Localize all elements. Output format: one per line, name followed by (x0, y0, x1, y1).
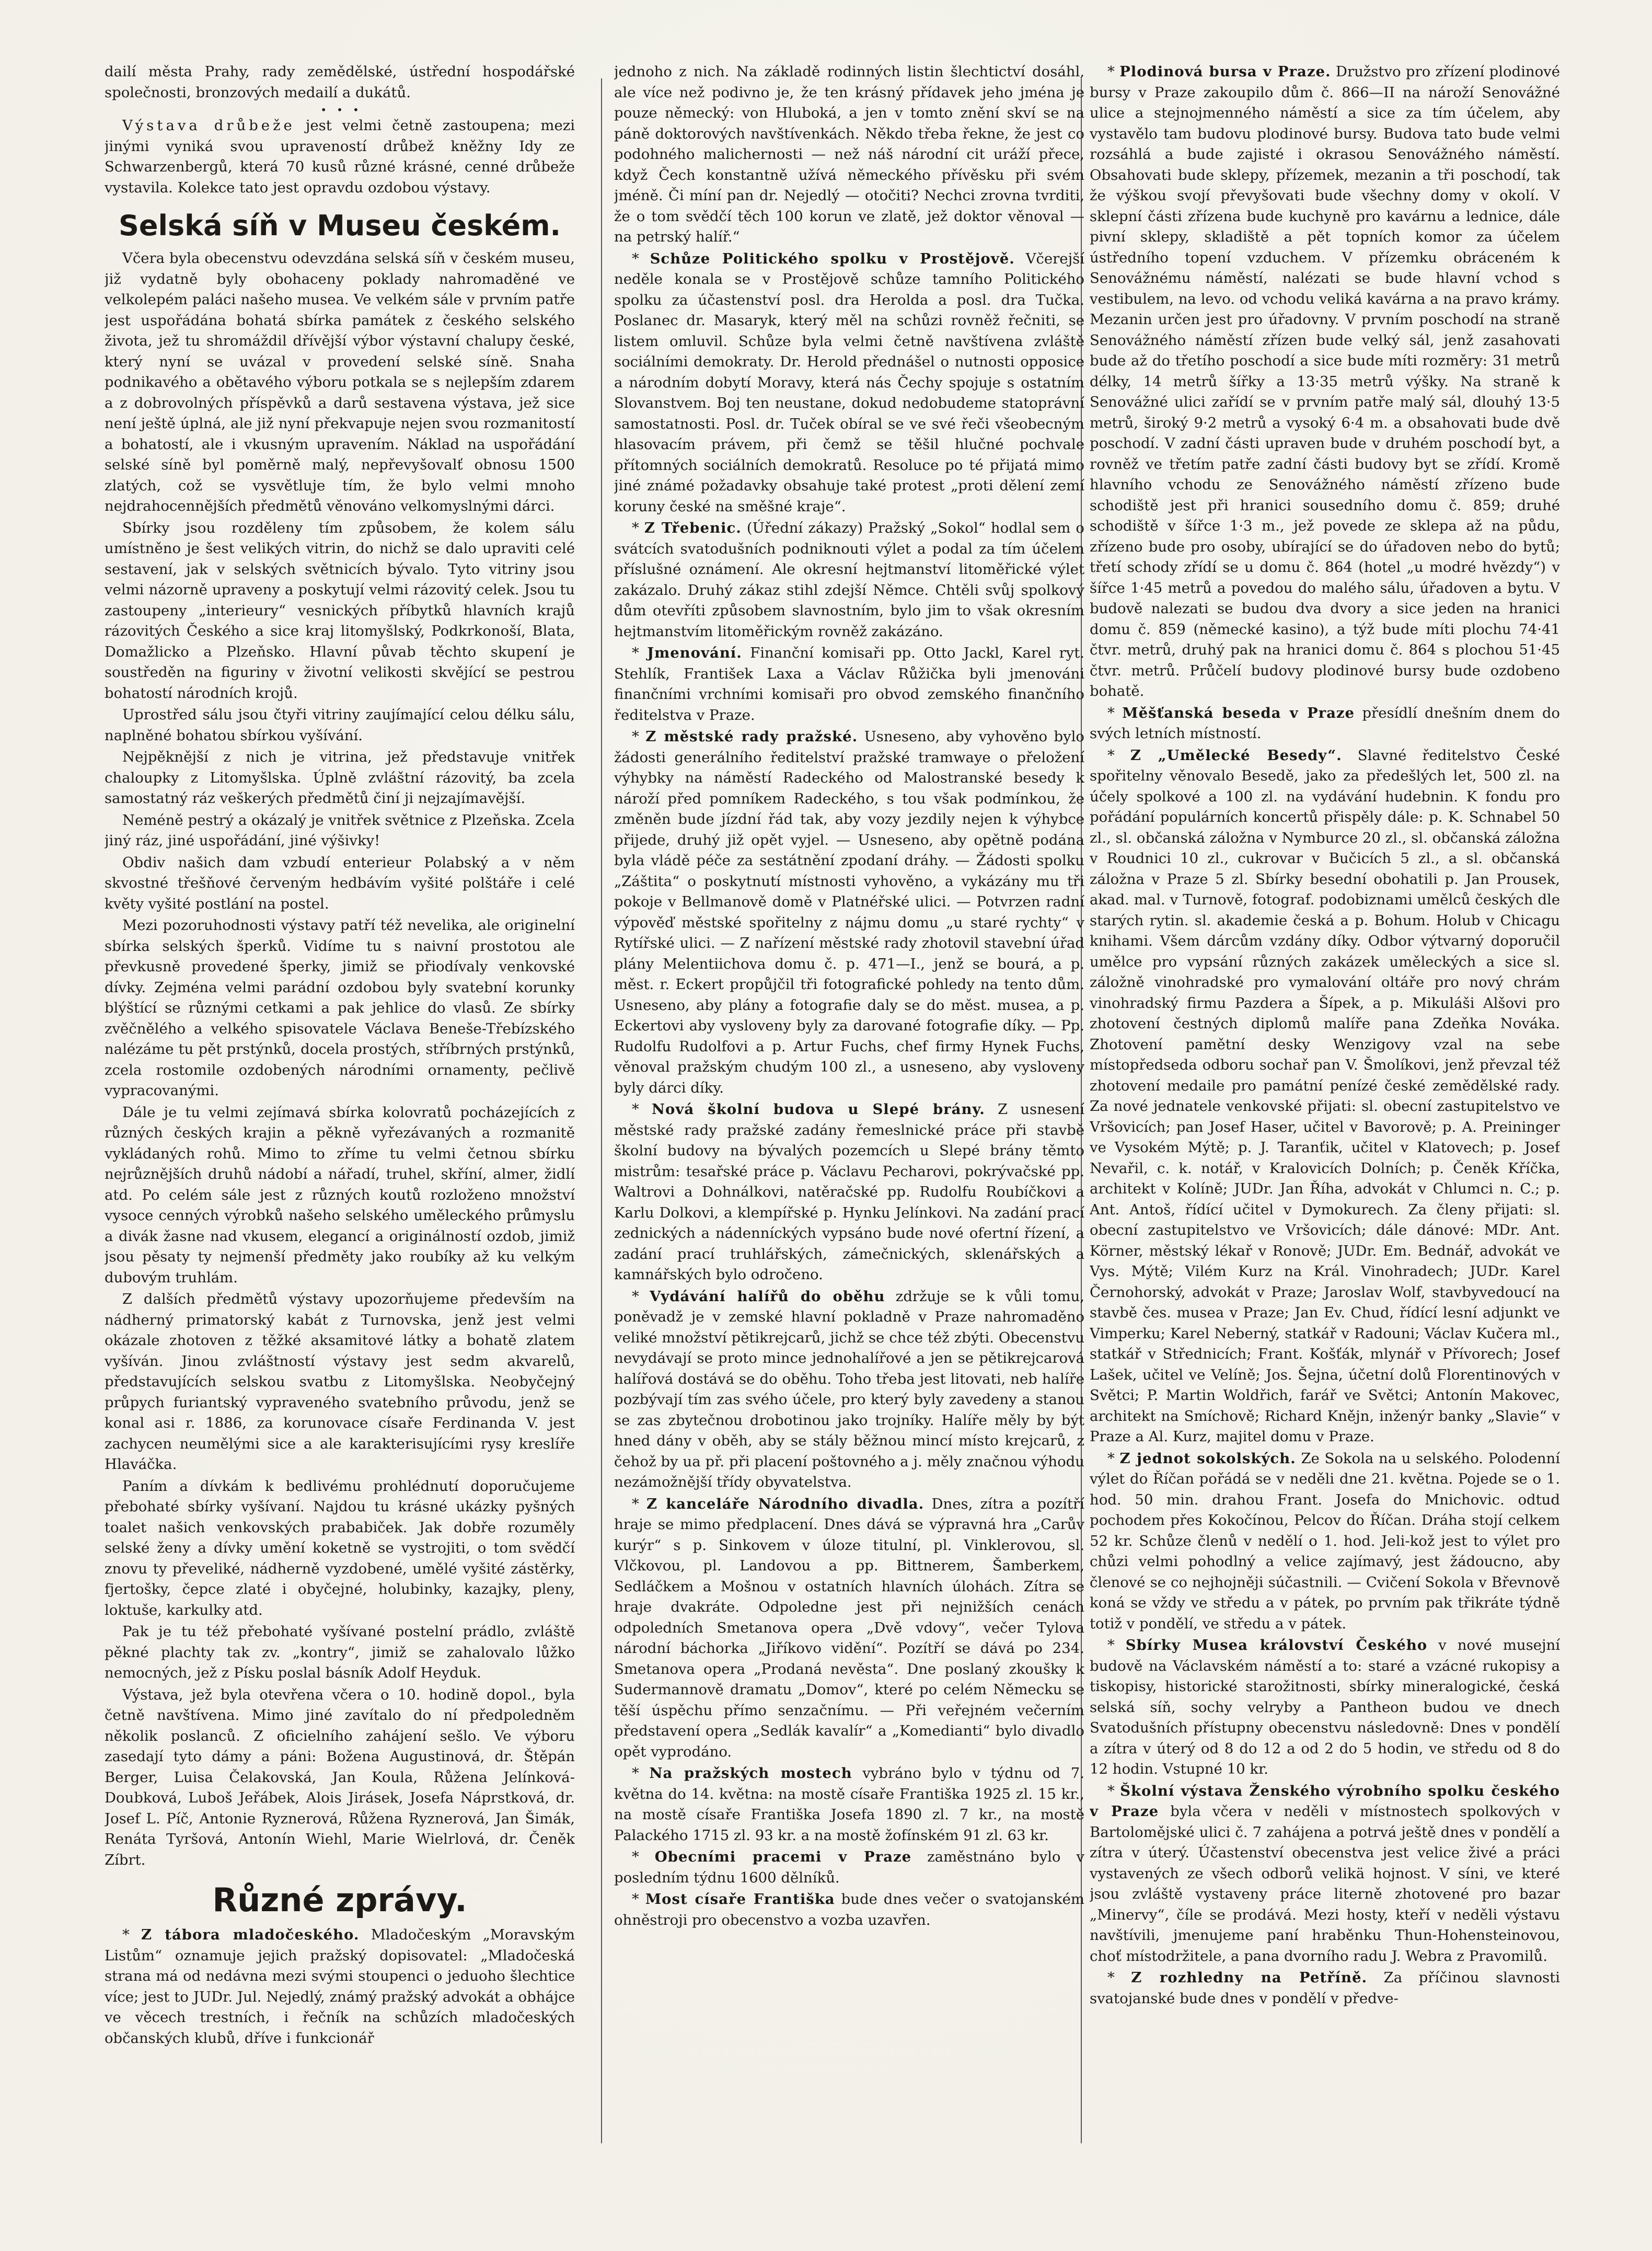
news-item: * Z rozhledny na Petříně. Za příčinou slavnosti svatojanské bude dnes v pondělí v předve- (1090, 1969, 1560, 2007)
article-paragraph: Dále je tu velmi zejímavá sbírka kolovratů pocházejících z různých českých krajin a pěkně vyřezávaných a rozmanitě vykládaných rohů. Mimo to zříme tu velmi četnou sbírku nejrůznějších druhů nádobí a nářadí, truhel, skříní, almer, židlí atd. Po celém sále jest z různých koutů rozloženo množství vysoce cenných výrobků našeho selského uměleckého průmyslu a divák žasne nad vkusem, elegancí a originálností ozdob, jimiž jsou pěsaty ty nejmenší předměty jako roubíky až ku velkým dubovým truhlám. (105, 1104, 575, 1286)
news-text: Finanční komisaři pp. Otto Jackl, Karel ryt. Stehlík, František Laxa a Václav Růžička byli jmenováni finančními vrchními komisaři pro obvod zemského finančního ředitelstva v Praze. (614, 645, 1084, 723)
news-text: Včerejší neděle konala se v Prostějově schůze tamního Politického spolku za účastenství posl. dra Herolda a posl. dra Tučka. Poslanec dr. Masaryk, který měl na schůzi rovněž řečniti, se listem omluvil. Schůze byla velmi četně navštívena zvláště sociálními demokraty. Dr. Herold přednášel o nutnosti opposice a národním dobytí Moravy, která nás Čechy spojuje s ostatním Slovanstvem. Boj ten neustane, dokud nedobudeme statoprávní samostatnosti. Posl. dr. Tuček obíral se ve své řeči všeobecným hlasovacím právem, při čemž se těšil hlučné pochvale přítomných sociálních demokratů. Resoluce po té přijatá mimo jiné známé požadavky obsahuje také protest „proti dělení zemí koruny české na směšné kraje“. (614, 250, 1084, 515)
news-headline: Nová školní budova u Slepé brány. (651, 1101, 985, 1118)
separator: • • • (320, 104, 359, 116)
news-headline: Z Třebenic. (644, 520, 742, 536)
news-text: Ze Sokola na u selského. Polodenní výlet do Říčan pořádá se v neděli dne 21. května. Pojede se o 1. hod. 50 min. drahou Frant. Josefa do Mnichovic. odtud pochodem přes Kokočínou, Pelcov do Říčan. Dráha stojí celkem 52 kr. Schůze členů v nedělí o 1. hod. Jeli-kož jest to výlet pro chůzi velmi pohodlný a velice zajímavý, jest žádoucno, aby členové se co nejhojněji súčastnili. — Cvičení Sokola v Břevnově koná se vždy ve středu a v pátek, po prvním pak třikráte týdně totiž v pondělí, ve středu a v pátek. (1090, 1450, 1560, 1632)
article-paragraph: Pak je tu též přebohaté vyšívané postelní prádlo, zvláště pěkné plachty tak zv. „kontry“, jimiž se zahalovalo lůžko nemocných, jež z Písku poslal básník Adolf Heyduk. (105, 1623, 575, 1681)
news-text: byla včera v neděli v místnostech spolkových v Bartolomějské ulici č. 7 zahájena a potrvá ještě dnes v pondělí a zítra v úterý. Účastenství obecenstva jest velice živé a práci vystavených ze všech odborů velikä hojnost. V síni, ve které jsou zvláště vystaveny práce literně zhotovené pro bazar „Minervy“, číle se prodává. Mezi hosty, kteří v neděli výstavu navštívili, jmenujeme paní hraběnku Thun-Hohensteinovou, choť místodržitele, a pana dvorního radu J. Webra z Pravomilů. (1090, 1803, 1560, 1965)
article-text: jest velmi četně zastoupena; mezi jinými vyniká svou upraveností drůbež kněžny Idy ze Schwarzenbergů, která 70 kusů různé krásné, cenné drůbeže vystavila. Kolekce tato jest opravdu ozdobou výstavy. (105, 117, 575, 196)
news-item: * Obecními pracemi v Praze zaměstnáno bylo v posledním týdnu 1600 dělníků. (614, 1848, 1084, 1886)
news-text: (Úřední zákazy) Pražský „Sokol“ hodlal sem o svátcích svatodušních podniknouti výlet a podal za tím účelem příslušné oznámení. Ale okresní hejtmanství litoměřické výlet zakázalo. Druhý zákaz stihl zdejší Němce. Chtěli svůj spolkový dům otevříti způsobem slavnostním, bylo jim to však okresním hejtmanstvím litoměřickým rovněž zakázáno. (614, 520, 1084, 640)
article-paragraph: Paním a dívkám k bedlivému prohlédnutí doporučujeme přebohaté sbírky vyšívaní. Najdou tu krásné ukázky pyšných toalet našich venkovských prababiček. Jak dobře rozuměly selské ženy a dívky umění koketně se vystrojiti, o tom svědčí znovu ty převeliké, nádherně vyzdobené, umělé vyšité zástěrky, fjertošky, čepce zlaté i obyčejné, holubinky, kazajky, pleny, loktuše, karkulky atd. (105, 1477, 575, 1618)
news-item: * Z městské rady pražské. Usneseno, aby vyhověno bylo žádosti generálního ředitelství pražské tramwaye o přeložení výhybky na náměstí Radeckého od Malostranské besedy k nároží před pomníkem Radeckého, s tou však podmínkou, že změněn bude jízdní řád tak, aby vozy jezdily nejen k výhybce přijede, druhý již opět vyjel. — Usneseno, aby opětně podána byla vládě péče za sestátnění zpodaní dráhy. — Žádosti spolku „Záštita“ o poskytnutí místnosti vyhověno, a vykázány mu tři pokoje v Bellmanově domě v Platnéřské ulici. — Potvrzen radní výpověď městské spořitelny z nájmu domu „u staré rychty“ v Rytířské ulici. — Z nařízení městské rady zhotovil stavební úřad plány Melentiichova domu č. p. 471—I., jenž se bourá, a p. měst. r. Eckert propůjčil tři fotografické pohledy na tento dům. Usneseno, aby plány a fotografie daly se do měst. musea, a p. Eckertovi aby vysloveny byly za darované fotografie díky. — Pp. Rudolfu Rudolfovi a p. Artur Fuchs, chef firmy Hynek Fuchs, věnoval pražským chudým 100 zl., a usneseno, aby vysloveny byly dárci díky. (614, 728, 1084, 1096)
news-item: * Schůze Politického spolku v Prostějově. Včerejší neděle konala se v Prostějově schůze tamního Politického spolku za účastenství posl. dra Herolda a posl. dra Tučka. Poslanec dr. Masaryk, který měl na schůzi rovněž řečniti, se listem omluvil. Schůze byla velmi četně navštívena zvláště sociálními demokraty. Dr. Herold přednášel o nutnosti opposice a národním dobytí Moravy, která nás Čechy spojuje s ostatním Slovanstvem. Boj ten neustane, dokud nedobudeme statoprávní samostatnosti. Posl. dr. Tuček obíral se ve své řeči všeobecným hlasovacím právem, při čemž se těšil hlučné pochvale přítomných sociálních demokratů. Resoluce po té přijatá mimo jiné známé požadavky obsahuje také protest „proti dělení zemí koruny české na směšné kraje“. (614, 250, 1084, 515)
article-continuation: dailí města Prahy, rady zemědělské, ústřední hospodářské společnosti, bronzových medailí a dukátů. (105, 63, 575, 101)
article-paragraph: Nejpěknější z nich je vitrina, jež představuje vnitřek chaloupky z Litomyšlska. Úplně zvláštní rázovitý, ba zcela samostatný ráz veškerých předmětů činí ji nejzajímavější. (105, 749, 575, 807)
lead-phrase: Výstava drůbeže (122, 117, 295, 134)
news-text: Z usnesení městské rady pražské zadány řemeslnické práce při stavbě školní budovy na bývalých pozemcích u Slepé brány těmto mistrům: tesařské práce p. Václavu Pecharovi, pokrývačské pp. Waltrovi a Dohnálkovi, natěračské pp. Rudolfu Roubíčkovi a Karlu Dolkovi, a klempířské p. Hynku Jelínkovi. Na zadání prací zednických a nádenníckých vypsáno bude nové ofertní řízení, a zadání prací truhlářských, zámečnických, sklenářských a kamnářských bylo odročeno. (614, 1101, 1084, 1283)
news-headline: Sbírky Musea království Českého (1125, 1637, 1428, 1653)
article-paragraph: Včera byla obecenstvu odevzdána selská síň v českém museu, již vydatně byly obohaceny poklady nahromaděné ve velkolepém paláci našeho musea. Ve velkém sále v prvním patře jest uspořádána bohatá sbírka památek z českého selského života, jež tu shromáždil dřívější výbor výstavní chalupy české, který nyní se uvázal v provedení selské síně. Snaha podnikavého a obětavého výboru potkala se s nejlepším zdarem a z dobrovolných příspěvků a darů sestavena výstava, jež sice není ještě úplná, ale již nyní překvapuje nejen svou rozmanitostí a bohatostí, ale i vkusným upravením. Náklad na uspořádání selské síně byl poměrně malý, nepřevyšovalť obnosu 1500 zlatých, což se vysvětluje tím, že bylo velmi mnoho nejdrahocennějších předmětů věnováno velkomyslnými dárci. (105, 250, 575, 514)
news-headline: Školní výstava Ženského výrobního spolku českého v Praze (1090, 1782, 1560, 1820)
news-text: Mladočeským „Moravským Listům“ oznamuje jejich pražský dopisovatel: „Mladočeská strana má od nedávna mezi svými stoupenci o jeduoho šlechtice více; jest to JUDr. Jul. Nejedlý, známý pražský advokát a obhájce ve věcech trestních, i řečník na schůzích mladočeských občanských klubů, dříve i funkcionář (105, 1926, 575, 2047)
news-item: * Měšťanská beseda v Praze přesídlí dnešním dnem do svých letních místností. (1090, 704, 1560, 742)
news-text: Usneseno, aby vyhověno bylo žádosti generálního ředitelství pražské tramwaye o přeložení výhybky na náměstí Radeckého od Malostranské besedy k nároží před pomníkem Radeckého, s tou však podmínkou, že změněn bude jízdní řád tak, aby vozy jezdily nejen k výhybce přijede, druhý již opět vyjel. — Usneseno, aby opětně podána byla vládě péče za sestátnění zpodaní dráhy. — Žádosti spolku „Záštita“ o poskytnutí místnosti vyhověno, a vykázány mu tři pokoje v Bellmanově domě v Platnéřské ulici. — Potvrzen radní výpověď městské spořitelny z nájmu domu „u staré rychty“ v Rytířské ulici. — Z nařízení městské rady zhotovil stavební úřad plány Melentiichova domu č. p. 471—I., jenž se bourá, a p. měst. r. Eckert propůjčil tři fotografické pohledy na tento dům. Usneseno, aby plány a fotografie daly se do měst. musea, a p. Eckertovi aby vysloveny byly za darované fotografie díky. — Pp. Rudolfu Rudolfovi a p. Artur Fuchs, chef firmy Hynek Fuchs, věnoval pražským chudým 100 zl., a usneseno, aby vysloveny byly dárci díky. (614, 728, 1084, 1096)
news-item: * Sbírky Musea království Českého v nové musejní budově na Václavském náměstí a to: staré a vzácné rukopisy a tiskopisy, historické starožitnosti, sbírky mineralogické, česká selská síň, sochy velryby a Pantheon budou ve dnech Svatodušních přístupny obecenstvu následovně: Dnes v pondělí a zítra v úterý od 8 do 12 a od 2 do 5 hodin, ve středu od 8 do 12 hodin. Vstupné 10 kr. (1090, 1637, 1560, 1777)
news-headline: Z tábora mladočeského. (141, 1926, 360, 1943)
news-headline: Z kanceláře Národního divadla. (646, 1495, 925, 1512)
news-headline: Z jednot sokolských. (1119, 1450, 1296, 1467)
news-item: * Plodinová bursa v Praze. Družstvo pro zřízení plodinové bursy v Praze zakoupilo dům č. 866—II na nároží Senovážné ulice a stejnojmenného náměstí a sice za tím účelem, aby vystavělo tam budovu plodinové bursy. Budova tato bude velmi rozsáhlá a bude zajisté i okrasou Senovážného náměstí. Obsahovati bude sklepy, přízemek, mezanin a tři poschodí, tak že výškou svojí převyšovati bude všechny domy v okolí. V sklepní části zřízena bude kuchyně pro kavárnu a lednice, dále pivní sklepy, skladiště a pět topních komor za účelem ústředního topení vzduchem. V přízemku obráceném k Senovážnému náměstí, nalézati se bude hlavní vchod s vestibulem, na levo. od vchodu veliká kavárna a na pravo krámy. Mezanin určen jest pro úřadovny. V prvním poschodí na straně Senovážného náměstí zřízen bude velký sál, jenž zasahovati bude až do třetího poschodí a sice bude míti rozměry: 31 metrů délky, 14 metrů šířky a 13·35 metrů výšky. Na straně k Senovážné ulici zařídí se v prvním patře malý sál, dlouhý 13·5 metrů, široký 9·2 metrů a vysoký 6·4 m. a obsahovati bude dvě poschodí. V zadní části upraven bude v druhém poschodí byt, a rovněž ve třetím patře zadní části budovy byt se zřídí. Kromě hlavního vchodu ze Senovážného náměstí zřízeno bude schodiště jest při hranici sousedního domu č. 859; druhé schodiště v šířce 1·3 m., jež povede ze sklepa až na půdu, zřízeno bude pro osoby, ubírající se do úřadoven nebo do bytů; třetí schody zřídí se u domu č. 864 (hotel „u modré hvězdy“) v šířce 1·45 metrů a povedou do malého sálu, úřadoven a bytu. V budově nalezati se budou dva dvory a sice jeden na hranici domu č. 859 (německé kasino), a týž bude míti plochu 74·41 čtvr. metrů, druhý pak na hranici domu č. 864 s plochou 51·45 čtvr. metrů. Průčelí budovy plodinové bursy bude ozdobeno bohatě. (1090, 63, 1560, 699)
news-text: v nové musejní budově na Václavském náměstí a to: staré a vzácné rukopisy a tiskopisy, historické starožitnosti, sbírky mineralogické, česká selská síň, sochy velryby a Pantheon budou ve dnech Svatodušních přístupny obecenstvu následovně: Dnes v pondělí a zítra v úterý od 8 do 12 a od 2 do 5 hodin, ve středu od 8 do 12 hodin. Vstupné 10 kr. (1090, 1637, 1560, 1777)
article-paragraph: Uprostřed sálu jsou čtyři vitriny zaujímající celou délku sálu, naplněné bohatou sbírkou vyšívání. (105, 706, 575, 744)
news-headline: Vydávání halířů do oběhu (650, 1288, 885, 1305)
news-headline: Schůze Politického spolku v Prostějově. (650, 250, 1015, 267)
news-item: * Nová školní budova u Slepé brány. Z usnesení městské rady pražské zadány řemeslnické práce při stavbě školní budovy na bývalých pozemcích u Slepé brány těmto mistrům: tesařské práce p. Václavu Pecharovi, pokrývačské pp. Waltrovi a Dohnálkovi, natěračské pp. Rudolfu Roubíčkovi a Karlu Dolkovi, a klempířské p. Hynku Jelínkovi. Na zadání prací zednických a nádenníckých vypsáno bude nové ofertní řízení, a zadání prací truhlářských, zámečnických, sklenářských a kamnářských bylo odročeno. (614, 1101, 1084, 1283)
news-item: * Jmenování. Finanční komisaři pp. Otto Jackl, Karel ryt. Stehlík, František Laxa a Václav Růžička byli jmenováni finančními vrchními komisaři pro obvod zemského finančního ředitelstva v Praze. (614, 645, 1084, 723)
news-item: * Školní výstava Ženského výrobního spolku českého v Praze byla včera v neděli v místnostech spolkových v Bartolomějské ulici č. 7 zahájena a potrvá ještě dnes v pondělí a zítra v úterý. Účastenství obecenstva jest velice živé a práci vystavených ze všech odborů velikä hojnost. V síni, ve které jsou zvláště vystaveny práce literně zhotovené pro bazar „Minervy“, číle se prodává. Mezi hosty, kteří v neděli výstavu navštívili, jmenujeme paní hraběnku Thun-Hohensteinovou, choť místodržitele, a pana dvorního radu J. Webra z Pravomilů. (1090, 1782, 1560, 1965)
news-item: * Z jednot sokolských. Ze Sokola na u selského. Polodenní výlet do Říčan pořádá se v neděli dne 21. května. Pojede se o 1. hod. 50 min. drahou Frant. Josefa do Mnichovic. odtud pochodem přes Kokočínou, Pelcov do Říčan. Dráha stojí celkem 52 kr. Schůze členů v nedělí o 1. hod. Jeli-kož jest to výlet pro chůzi velmi pohodlný a velice zajímavý, jest žádoucno, aby členové se co nejhojněji súčastnili. — Cvičení Sokola v Břevnově koná se vždy ve středu a v pátek, po prvním pak třikráte týdně totiž v pondělí, ve středu a v pátek. (1090, 1450, 1560, 1632)
news-item: * Z tábora mladočeského. Mladočeským „Moravským Listům“ oznamuje jejich pražský dopisovatel: „Mladočeská strana má od nedávna mezi svými stoupenci o jeduoho šlechtice více; jest to JUDr. Jul. Nejedlý, známý pražský advokát a obhájce ve věcech trestních, i řečník na schůzích mladočeských občanských klubů, dříve i funkcionář (105, 1926, 575, 2047)
news-headline: Z „Umělecké Besedy“. (1130, 746, 1342, 764)
news-headline: Měšťanská beseda v Praze (1122, 704, 1355, 721)
news-headline: Obecními pracemi v Praze (654, 1848, 912, 1865)
news-text: Slavné ředitelstvo České spořitelny věnovalo Besedě, jako za předešlých let, 500 zl. na účely spolkové a 100 zl. na vydávání hudebnin. K fondu pro pořádání populárních koncertů přispěly dále: p. K. Schnabel 50 zl., sl. občanská záložna v Nymburce 20 zl., sl. občanská záložna v Roudnici 10 zl., cukrovar v Bučicích 5 zl., a sl. občanská záložna v Praze 5 zl. Sbírky besední obohatili p. Jan Prousek, akad. mal. v Turnově, fotograf. podobiznami umělců českých dle starých rytin. sl. akademie česká a p. Bohum. Holub v Chicagu knihami. Všem dárcům vzdány díky. Odbor výtvarný doporučil umělce pro vypsání různých zakázek uměleckých a sice sl. záložně vinohradské pro vymalování oltáře pro nový chrám vinohradský firmu Pazdera a Šípek, a p. Mikuláši Alšovi pro zhotovení čestných diplomů malíře pana Zdeňka Nováka. Zhotovení pamětní desky Wenzigovy vzal na sebe místopředseda odboru sochař pan V. Šmolíkovi, jenž převzal též zhotovení medaile pro památní penízé české zemědělské rady. Za nové jednatele venkovské přijati: sl. obecní zastupitelstvo ve Vršovicích; pan Josef Haser, učitel v Bavorově; p. A. Preininger ve Vysokém Mýtě; p. J. Taranťik, učitel v Klatovech; p. Josef Nevařil, c. k. notář, v Kralovicích Dolních; p. Čeněk Kříčka, architekt v Kolíně; JUDr. Jan Říha, advokát v Chlumci n. C.; p. Ant. Antoš, řídící učitel v Dymokurech. Za členy přijati: sl. obecní zastupitelstvo ve Vršovicích; dále dánové: MDr. Ant. Körner, městský lékař v Ronově; JUDr. Em. Bednář, advokát ve Vys. Mýtě; Vilém Kurz na Král. Vinohradech; JUDr. Karel Černohorský, advokát v Praze; Jaroslav Wolf, stavbyvedoucí na stavbě čes. musea v Praze; Jan Ev. Chud, řídící lesní adjunkt ve Vimperku; Karel Neberný, statkář v Radouni; Václav Kučera ml., statkář v Střednicích; Frant. Košťák, mlynář v Přívorech; Josef Lašek, učitel ve Velíně; Jos. Šejna, účetní dolů Florentinových v Světci; P. Martin Woldřich, farář ve Světci; Antonín Makovec, architekt na Smíchově; Richard Knějn, inženýr banky „Slavie“ v Praze a Al. Kurz, majitel domu v Praze. (1090, 746, 1560, 1445)
article-paragraph: Výstava, jež byla otevřena včera o 10. hodině dopol., byla četně navštívena. Mimo jiné zavítalo do ní předpoledněm několik poslanců. Z oficielního zahájení sešlo. Ve výboru zasedají tyto dámy a páni: Božena Augustinová, dr. Štěpán Berger, Luisa Čelakovská, Jan Koula, Růžena Jelínková-Doubková, Luboš Jeřábek, Alois Jirásek, Josefa Náprstková, dr. Josef L. Píč, Antonie Ryznerová, Růžena Ryznerová, Jan Šimák, Renáta Tyršová, Antonín Wiehl, Marie Wielrlová, dr. Čeněk Zíbrt. (105, 1686, 575, 1868)
news-headline: Z městské rady pražské. (645, 728, 858, 745)
article-paragraph: Mezi pozoruhodnosti výstavy patří též nevelika, ale originelní sbírka selských šperků. Vidíme tu s naivní prostotou ale převkusně provedené šperky, jimiž se přiodívaly venkovské dívky. Zejména velmi parádní ozdobou byly svatební korunky blýštící se různými cetkami a pak jehlice do vlasů. Ze sbírky zvěčnělého a velkého spisovatele Václava Beneše-Třebízského nalézáme tu pět prstýnků, docela prostých, stříbrných prstýnků, zcela rostomile ozdobených národními ornamenty, pečlivě vypracovanými. (105, 917, 575, 1099)
column-right (1090, 62, 1560, 2215)
news-text: Dnes, zítra a pozítří hraje se mimo předplacení. Dnes dává se výpravná hra „Carův kurýr“ s p. Sinkovem v úloze titulní, pl. Vinklerovou, sl. Vlčkovou, pl. Landovou a pp. Bittnerem, Šamberkem, Sedláčkem a Mošnou v ostatních hlavních úlohách. Zítra se hraje dvakráte. Odpoledne jest při nejnižších cenách odpoledních Smetanova opera „Dvě vdovy“, večer Tylova národní báchorka „Jiříkovo vidění“. Pozítří se dává po 234. Smetanova opera „Prodaná nevěsta“. Dne poslaný zkoušky k Sudermannově dramatu „Domov“, které po celém Německu se těší úspěchu přímo senzačnímu. — Při veřejném večerním představení opera „Sedlák kavalír“ a „Komedianti“ bylo divadlo opět vyprodáno. (614, 1495, 1084, 1760)
news-text: zaměstnáno bylo v posledním týdnu 1600 dělníků. (614, 1848, 1084, 1886)
news-item: * Z Třebenic. (Úřední zákazy) Pražský „Sokol“ hodlal sem o svátcích svatodušních podniknouti výlet a podal za tím účelem příslušné oznámení. Ale okresní hejtmanství litoměřické výlet zakázalo. Druhý zákaz stihl zdejší Němce. Chtěli svůj spolkový dům otevříti způsobem slavnostním, bylo jim to však okresním hejtmanstvím litoměřickým rovněž zakázáno. (614, 520, 1084, 640)
article-paragraph: Obdiv našich dam vzbudí enterieur Polabský a v něm skvostné třešňové červeným hedbávím vyšité polštáře i celé květy vyšité postlání na postel. (105, 854, 575, 912)
news-text: Za příčinou slavnosti svatojanské bude dnes v pondělí v předve- (1090, 1969, 1560, 2007)
column-middle (614, 62, 1084, 2215)
news-text: Družstvo pro zřízení plodinové bursy v Praze zakoupilo dům č. 866—II na nároží Senovážné ulice a stejnojmenného náměstí a sice za tím účelem, aby vystavělo tam budovu plodinové bursy. Budova tato bude velmi rozsáhlá a bude zajisté i okrasou Senovážného náměstí. Obsahovati bude sklepy, přízemek, mezanin a tři poschodí, tak že výškou svojí převyšovati bude všechny domy v okolí. V sklepní části zřízena bude kuchyně pro kavárnu a lednice, dále pivní sklepy, skladiště a pět topních komor za účelem ústředního topení vzduchem. V přízemku obráceném k Senovážnému náměstí, nalézati se bude hlavní vchod s vestibulem, na levo. od vchodu veliká kavárna a na pravo krámy. Mezanin určen jest pro úřadovny. V prvním poschodí na straně Senovážného náměstí zřízen bude velký sál, jenž zasahovati bude až do třetího poschodí a sice bude míti rozměry: 31 metrů délky, 14 metrů šířky a 13·35 metrů výšky. Na straně k Senovážné ulici zařídí se v prvním patře malý sál, dlouhý 13·5 metrů, široký 9·2 metrů a vysoký 6·4 m. a obsahovati bude dvě poschodí. V zadní části upraven bude v druhém poschodí byt, a rovněž ve třetím patře zadní části budovy byt se zřídí. Kromě hlavního vchodu ze Senovážného náměstí zřízeno bude schodiště jest při hranici sousedního domu č. 859; druhé schodiště v šířce 1·3 m., jež povede ze sklepa až na půdu, zřízeno bude pro osoby, ubírající se do úřadoven nebo do bytů; třetí schody zřídí se u domu č. 864 (hotel „u modré hvězdy“) v šířce 1·45 metrů a povedou do malého sálu, úřadoven a bytu. V budově nalezati se budou dva dvory a sice jeden na hranici domu č. 859 (německé kasino), a týž bude míti plochu 74·41 čtvr. metrů, druhý pak na hranici domu č. 864 s plochou 51·45 čtvr. metrů. Průčelí budovy plodinové bursy bude ozdobeno bohatě. (1090, 63, 1560, 699)
news-item: * Most císaře Františka bude dnes večer o svatojanském ohněstroji pro obecenstvo a vozba uzavřen. (614, 1891, 1084, 1928)
news-text: bude dnes večer o svatojanském ohněstroji pro obecenstvo a vozba uzavřen. (614, 1891, 1084, 1928)
news-headline: Plodinová bursa v Praze. (1119, 63, 1331, 80)
news-headline: Z rozhledny na Petříně. (1131, 1969, 1368, 1986)
news-item: * Z „Umělecké Besedy“. Slavné ředitelstvo České spořitelny věnovalo Besedě, jako za předešlých let, 500 zl. na účely spolkové a 100 zl. na vydávání hudebnin. K fondu pro pořádání populárních koncertů přispěly dále: p. K. Schnabel 50 zl., sl. občanská záložna v Nymburce 20 zl., sl. občanská záložna v Roudnici 10 zl., cukrovar v Bučicích 5 zl., a sl. občanská záložna v Praze 5 zl. Sbírky besední obohatili p. Jan Prousek, akad. mal. v Turnově, fotograf. podobiznami umělců českých dle starých rytin. sl. akademie česká a p. Bohum. Holub v Chicagu knihami. Všem dárcům vzdány díky. Odbor výtvarný doporučil umělce pro vypsání různých zakázek uměleckých a sice sl. záložně vinohradské pro vymalování oltáře pro nový chrám vinohradský firmu Pazdera a Šípek, a p. Mikuláši Alšovi pro zhotovení čestných diplomů malíře pana Zdeňka Nováka. Zhotovení pamětní desky Wenzigovy vzal na sebe místopředseda odboru sochař pan V. Šmolíkovi, jenž převzal též zhotovení medaile pro památní penízé české zemědělské rady. Za nové jednatele venkovské přijati: sl. obecní zastupitelstvo ve Vršovicích; pan Josef Haser, učitel v Bavorově; p. A. Preininger ve Vysokém Mýtě; p. J. Taranťik, učitel v Klatovech; p. Josef Nevařil, c. k. notář, v Kralovicích Dolních; p. Čeněk Kříčka, architekt v Kolíně; JUDr. Jan Říha, advokát v Chlumci n. C.; p. Ant. Antoš, řídící učitel v Dymokurech. Za členy přijati: sl. obecní zastupitelstvo ve Vršovicích; dále dánové: MDr. Ant. Körner, městský lékař v Ronově; JUDr. Em. Bednář, advokát ve Vys. Mýtě; Vilém Kurz na Král. Vinohradech; JUDr. Karel Černohorský, advokát v Praze; Jaroslav Wolf, stavbyvedoucí na stavbě čes. musea v Praze; Jan Ev. Chud, řídící lesní adjunkt ve Vimperku; Karel Neberný, statkář v Radouni; Václav Kučera ml., statkář v Střednicích; Frant. Košťák, mlynář v Přívorech; Josef Lašek, učitel ve Velíně; Jos. Šejna, účetní dolů Florentinových v Světci; P. Martin Woldřich, farář ve Světci; Antonín Makovec, architekt na Smíchově; Richard Knějn, inženýr banky „Slavie“ v Praze a Al. Kurz, majitel domu v Praze. (1090, 746, 1560, 1445)
news-item: * Na pražských mostech vybráno bylo v týdnu od 7. května do 14. května: na mostě císaře Františka 1925 zl. 15 kr., na mostě císaře Františka Josefa 1890 zl. 7 kr., na mostě Palackého 1715 zl. 93 kr. a na mostě žofínském 91 zl. 63 kr. (614, 1765, 1084, 1844)
article-paragraph: Neméně pestrý a okázalý je vnitřek světnice z Plzeňska. Zcela jiný ráz, jiné uspořádání, jiné výšivky! (105, 811, 575, 849)
news-item: * Z kanceláře Národního divadla. Dnes, zítra a pozítří hraje se mimo předplacení. Dnes dává se výpravná hra „Carův kurýr“ s p. Sinkovem v úloze titulní, pl. Vinklerovou, sl. Vlčkovou, pl. Landovou a pp. Bittnerem, Šamberkem, Sedláčkem a Mošnou v ostatních hlavních úlohách. Zítra se hraje dvakráte. Odpoledne jest při nejnižších cenách odpoledních Smetanova opera „Dvě vdovy“, večer Tylova národní báchorka „Jiříkovo vidění“. Pozítří se dává po 234. Smetanova opera „Prodaná nevěsta“. Dne poslaný zkoušky k Sudermannově dramatu „Domov“, které po celém Německu se těší úspěchu přímo senzačnímu. — Při veřejném večerním představení opera „Sedlák kavalír“ a „Komedianti“ bylo divadlo opět vyprodáno. (614, 1495, 1084, 1760)
news-item: * Vydávání halířů do oběhu zdržuje se k vůli tomu, poněvadž je v zemské hlavní pokladně v Praze nahromaděno veliké množství pětikrejcarů, jichž se chce též zbýti. Obecenstvu nevydávají se proto mince jednohalířové a jen se pětikrejcarová halířová dostává se do oběhu. Toho třeba jest litovati, neb halíře pozbývají tím zas svého účele, pro který byly zavedeny a stanou se zas zbytečnou drobotinou jako trojníky. Halíře měly by být hned dány v oběh, aby se stály běžnou mincí místo krejcarů, z čehož by ua př. při placení poštovného a j. měly značnou výhodu nezámožnější třídy obyvatelstva. (614, 1288, 1084, 1490)
news-headline: Jmenování. (647, 645, 742, 661)
article-paragraph: Sbírky jsou rozděleny tím způsobem, že kolem sálu umístněno je šest velikých vitrin, do nichž se dalo upraviti celé sestavení, jak v selských světnicích bývalo. Tyto vitriny jsou velmi názorně upraveny a poskytují velmi rázovitý celek. Jsou tu zastoupeny „interieury“ vesnických příbytků hlavních krajů rázovitých Českého a sice kraj litomyšlský, Podkrkonoší, Blata, Domažlicko a Plzeňsko. Hlavní půvab těchto skupení je soustředěn na figuriny v životní velikosti skvějící se pestrou bohatostí národních krojů. (105, 519, 575, 702)
news-text: zdržuje se k vůli tomu, poněvadž je v zemské hlavní pokladně v Praze nahromaděno veliké množství pětikrejcarů, jichž se chce též zbýti. Obecenstvu nevydávají se proto mince jednohalířové a jen se pětikrejcarová halířová dostává se do oběhu. Toho třeba jest litovati, neb halíře pozbývají tím zas svého účele, pro který byly zavedeny a stanou se zas zbytečnou drobotinou jako trojníky. Halíře měly by být hned dány v oběh, aby se stály běžnou mincí místo krejcarů, z čehož by ua př. při placení poštovného a j. měly značnou výhodu nezámožnější třídy obyvatelstva. (614, 1288, 1084, 1490)
news-text: přesídlí dnešním dnem do svých letních místností. (1090, 704, 1560, 742)
news-headline: Most císaře Františka (645, 1891, 835, 1908)
section-heading: Selská síň v Museu českém. (118, 209, 561, 242)
article-poultry (105, 116, 575, 198)
article-paragraph: Z dalších předmětů výstavy upozorňujeme především na nádherný primatorský kabát z Turnovska, jenž jest velmi okázale zhotoven z těžké aksamitové látky a bohatě zlatem vyšíván. Jinou zvláštností výstavy jest sedm akvarelů, představujících selskou svatbu z Litomyšlska. Neobyčejný průpych furiantský vypraveného svatebního průvodu, jenž se konal asi r. 1886, za korunovace císaře Ferdinanda V. jest zachycen neumělými sice a ale karakterisujícími rysy kreslíře Hlaváčka. (105, 1291, 575, 1473)
news-continuation: jednoho z nich. Na základě rodinných listin šlechtictví dosáhl, ale více než podivno je, že ten krásný přídavek jeho jména je pouze německý: von Hluboká, a jen v tomto znění skví se na páně doktorových navštívenkách. Někdo třeba řekne, že jest co podohného malichernosti — než náš národní cit uráží přece, když Čech konstantně užívá německého přívěsku při svém jméně. Či míní pan dr. Nejedlý — otočiti? Nechci zrovna tvrditi, že o tom svědčí těch 100 korun ve zlatě, jež doktor věnoval — na petrský halíř.“ (614, 63, 1084, 245)
column-divider (601, 78, 602, 2143)
news-text: vybráno bylo v týdnu od 7. května do 14. května: na mostě císaře Františka 1925 zl. 15 kr., na mostě císaře Františka Josefa 1890 zl. 7 kr., na mostě Palackého 1715 zl. 93 kr. a na mostě žofínském 91 zl. 63 kr. (614, 1765, 1084, 1844)
section-heading: Různé zprávy. (212, 1881, 467, 1919)
news-headline: Na pražských mostech (649, 1765, 852, 1782)
column-left (105, 62, 575, 2215)
